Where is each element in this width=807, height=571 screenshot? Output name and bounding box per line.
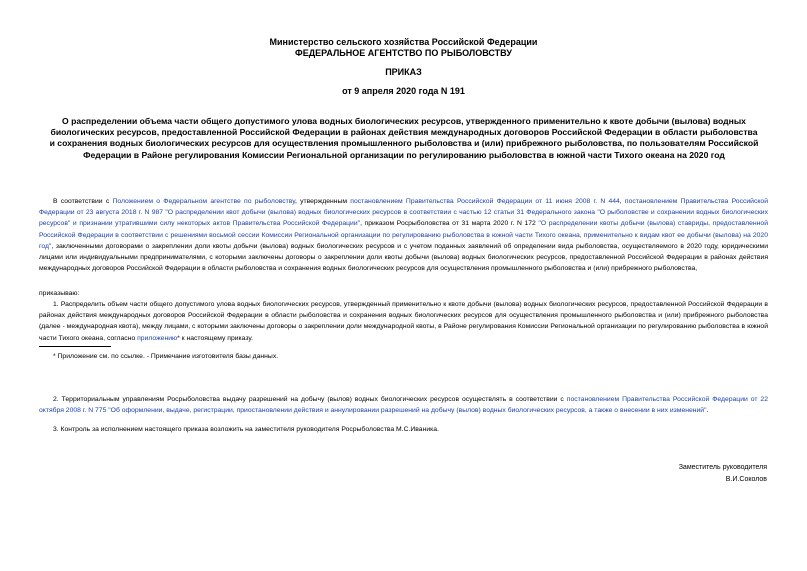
preamble-text-3: , xyxy=(619,198,625,205)
link-decree-444[interactable]: постановлением Правительства Российской Федерации от 11 июня 2008 г. N 444 xyxy=(350,198,620,205)
doc-date: от 9 апреля 2020 года N 191 xyxy=(342,86,465,96)
item-2-text: 2. Территориальным управлениям Росрыболовства выдачу разрешений на добычу (вылов) водных биологических ресурсов осуществлять в соответствии с xyxy=(53,396,567,403)
preamble-text-5: , заключенными договорами о закреплении доли квоты добычи (вылова) водных биологических ресурсов и с учетом поданных заявлений об определении вида рыболовства, осуществляемого в 2020 году, юридическими лицами или индивидуальными предпринимателями, с которыми заключены договоры о закреплении доли квоты добычи (вылова) водных биологических ресурсов, предоставленной Российской Федерации в районах действия международных договоров Российской Федерации в области рыболовства и сохранения водных биологических ресурсов для осуществления промышленного рыболовства и (или) прибрежного рыболовства, xyxy=(39,242,768,273)
preamble-text-4: , приказом Росрыболовства от 31 марта 2020 г. N 172 xyxy=(360,220,539,228)
order-word: приказываю: xyxy=(39,290,80,297)
item-3-paragraph: 3. Контроль за исполнением настоящего приказа возложить на заместителя руководителя Росрыболовства М.С.Иваника. xyxy=(53,426,439,433)
preamble-paragraph xyxy=(39,196,768,274)
item-2-tail: . xyxy=(706,407,709,415)
link-appendix[interactable]: приложению xyxy=(137,334,178,342)
footnote: * Приложение см. по ссылке. - Примечание изготовителя базы данных. xyxy=(53,353,279,360)
item-2-paragraph xyxy=(39,394,768,416)
link-decree-775[interactable]: постановлением Правительства Российской Федерации от 22 октября 2008 г. N 775 "Об оформлении, выдаче, регистрации, приостановлении действия и аннулировании разрешений на добычу (вылов) водных биологических ресурсов, а также о внесении в них изменений" xyxy=(39,396,768,415)
doc-type: ПРИКАЗ xyxy=(385,67,422,77)
ministry-heading: Министерство сельского хозяйства Российской Федерации xyxy=(269,37,538,47)
item-1-paragraph xyxy=(39,299,768,344)
preamble-text-1: В соответствии с xyxy=(53,198,113,205)
link-order-172[interactable]: "О распределении квоты добычи (вылова) ставриды, предоставленной Российской Федерации в соответствии с решениями восьмой сессии Комиссии Региональной организации по регулированию рыболовства в южной части Тихого океана, применительно к видам квот ее добычи (вылова) на 2020 год" xyxy=(39,220,768,250)
doc-title: О распределении объема части общего допустимого улова водных биологических ресурсов, утвержденного применительно к квоте добычи (вылова) водных биологических ресурсов, предоставленной Российской Федерации в районах действия международных договоров Российской Федерации в области рыболовства и сохранения водных биологических ресурсов для осуществления промышленного рыболовства и (или) прибрежного рыболовства, по пользователям Российской Федерации в Районе регулирования Комиссии Региональной организации по регулированию рыболовства в южной части Тихого океана на 2020 год xyxy=(49,116,759,160)
signature-position: Заместитель руководителя xyxy=(678,464,767,471)
signature-name: В.И.Соколов xyxy=(725,476,767,483)
link-decree-987[interactable]: постановлением Правительства Российской Федерации от 23 августа 2018 г. N 987 "О распределении квот добычи (вылова) водных биологических ресурсов в соответствии с частью 12 статьи 31 Федерального закона "О рыболовстве и сохранении водных биологических ресурсов" и признании утратившими силу некоторых актов Правительства Российской Федерации" xyxy=(39,198,768,228)
agency-heading: ФЕДЕРАЛЬНОЕ АГЕНТСТВО ПО РЫБОЛОВСТВУ xyxy=(295,48,512,58)
item-1-text: 1. Распределить объем части общего допустимого улова водных биологических ресурсов, утвержденный применительно к квоте добычи (вылова) водных биологических ресурсов, предоставленной Российской Федерации в районах действия международных договоров Российской Федерации в области рыболовства и сохранения водных биологических ресурсов для осуществления промышленного рыболовства и (или) прибрежного рыболовства (далее - международная квота), между лицами, с которыми заключены договоры о закреплении доли международной квоты, в Районе регулирования Комиссии Региональной организации по регулированию рыболовства в южной части Тихого океана, согласно xyxy=(39,301,768,342)
item-1-tail: * к настоящему приказу. xyxy=(177,334,253,342)
preamble-text-2: , утвержденным xyxy=(294,198,351,205)
link-agency-regulation[interactable]: Положением о Федеральном агентстве по рыболовству xyxy=(112,198,295,205)
footnote-divider xyxy=(39,346,111,347)
